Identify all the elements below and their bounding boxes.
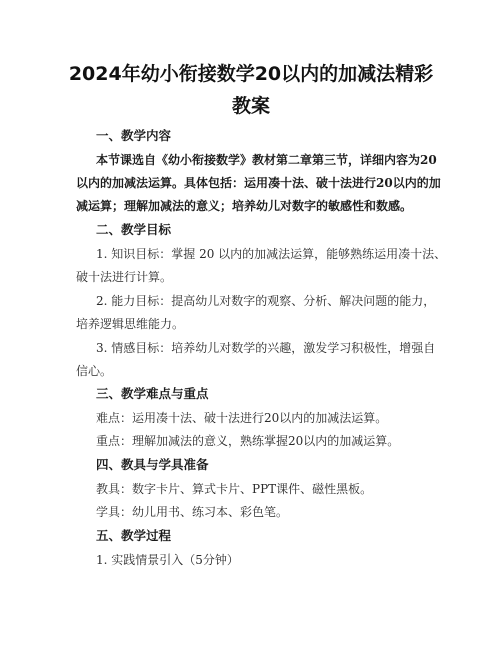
goal-emotion-line-1: 3. 情感目标：培养幼儿对数学的兴趣，激发学习积极性，增强自 [96,341,436,355]
section-heading-difficulty-focus: 三、教学难点与重点 [96,386,209,401]
section-heading-teaching-process: 五、教学过程 [96,528,172,543]
document-title-line-2: 教案 [231,95,270,117]
section-heading-teaching-content: 一、教学内容 [96,128,172,143]
difficulty-line: 难点：运用凑十法、破十法进行20以内的加减法运算。 [96,411,388,425]
teaching-aids-line: 教具：数字卡片、算式卡片、PPT课件、磁性黑板。 [96,482,373,496]
goal-ability-line-1: 2. 能力目标：提高幼儿对数字的观察、分析、解决问题的能力， [96,294,436,308]
teaching-content-line-3: 减运算；理解加减法的意义；培养幼儿对数字的敏感性和数感。 [76,199,413,213]
process-step-1-line: 1. 实践情景引入（5分钟） [96,553,239,567]
goal-knowledge-line-2: 破十法进行计算。 [76,270,173,284]
document-title-line-1: 2024年幼小衔接数学20以内的加减法精彩 [68,63,434,85]
goal-ability-line-2: 培养逻辑思维能力。 [76,317,185,331]
goal-emotion-line-2: 信心。 [76,364,113,378]
teaching-content-line-2: 以内的加减法运算。具体包括：运用凑十法、破十法进行20以内的加 [76,176,441,190]
teaching-content-line-1: 本节课选自《幼小衔接数学》教材第二章第三节，详细内容为20 [96,153,437,167]
focus-line: 重点：理解加减法的意义，熟练掌握20以内的加减运算。 [96,434,400,448]
learning-aids-line: 学具：幼儿用书、练习本、彩色笔。 [96,505,289,519]
goal-knowledge-line-1: 1. 知识目标：掌握 20 以内的加减法运算，能够熟练运用凑十法、 [96,247,447,261]
section-heading-teaching-goals: 二、教学目标 [96,222,172,237]
section-heading-materials: 四、教具与学具准备 [96,457,209,472]
